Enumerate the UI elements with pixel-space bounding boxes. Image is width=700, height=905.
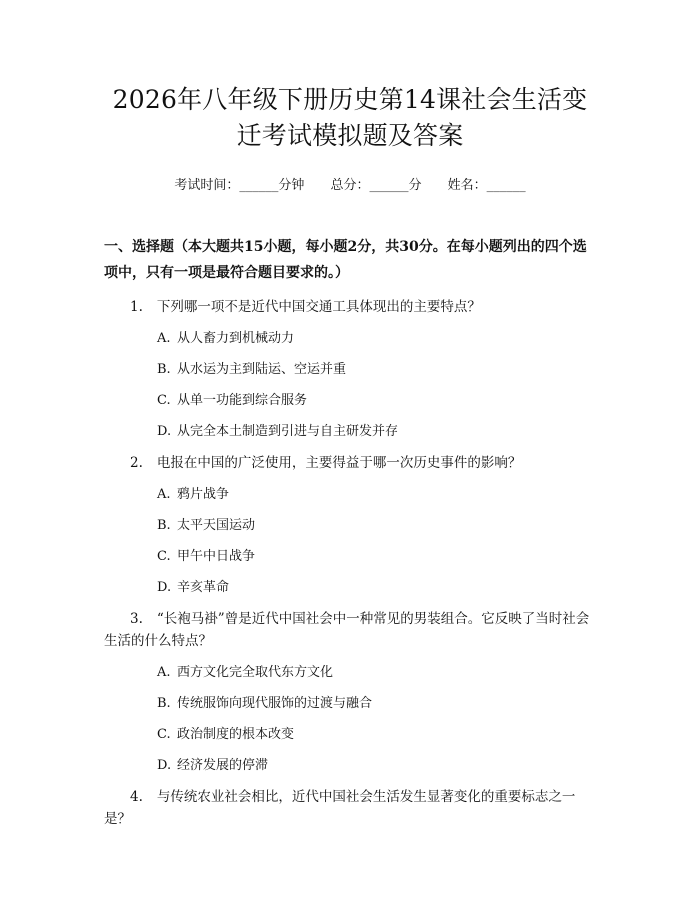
total-score-label: 总分： <box>330 178 370 193</box>
option-text: 甲午中日战争 <box>177 549 256 564</box>
student-name-field <box>448 178 526 193</box>
option-text: 传统服饰向现代服饰的过渡与融合 <box>177 696 373 711</box>
question-2 <box>104 452 596 474</box>
total-score-field <box>330 178 421 193</box>
question-text: 电报在中国的广泛使用，主要得益于哪一次历史事件的影响？ <box>156 455 522 471</box>
title-line-1: 2026年八年级下册历史第14课社会生活变 <box>112 85 588 114</box>
option-text: 政治制度的根本改变 <box>177 727 295 742</box>
option-3b <box>157 694 596 714</box>
question-3 <box>104 608 596 652</box>
option-1a <box>157 329 596 349</box>
option-letter: C. <box>157 393 171 408</box>
question-1 <box>104 296 596 318</box>
option-2b <box>157 516 596 536</box>
option-text: 鸦片战争 <box>177 487 230 502</box>
option-text: 从水运为主到陆运、空运并重 <box>177 362 347 377</box>
option-letter: A. <box>157 331 171 346</box>
question-4 <box>104 786 596 830</box>
option-letter: C. <box>157 727 171 742</box>
question-number: 3. <box>130 611 143 627</box>
option-1c <box>157 391 596 411</box>
option-2d <box>157 578 596 598</box>
option-letter: B. <box>157 518 171 533</box>
option-text: 从完全本土制造到引进与自主研发并存 <box>177 424 399 439</box>
question-number: 1. <box>130 299 143 315</box>
option-letter: B. <box>157 362 171 377</box>
option-text: 从单一功能到综合服务 <box>177 393 308 408</box>
option-letter: D. <box>157 580 172 595</box>
option-text: 太平天国运动 <box>177 518 256 533</box>
option-letter: C. <box>157 549 171 564</box>
option-text: 西方文化完全取代东方文化 <box>177 665 334 680</box>
section-heading-choice: 一、选择题（本大题共15小题，每小题2分，共30分。在每小题列出的四个选项中，只有一项是最符合题目要求的。） <box>104 239 587 281</box>
option-letter: D. <box>157 758 172 773</box>
option-3c <box>157 725 596 745</box>
option-2a <box>157 485 596 505</box>
exam-time-blank: ______ <box>239 178 279 193</box>
total-score-blank: ______ <box>369 178 409 193</box>
student-name-blank: ______ <box>486 178 526 193</box>
exam-time-label: 考试时间： <box>174 178 240 193</box>
option-letter: A. <box>157 487 171 502</box>
option-text: 经济发展的停滞 <box>177 758 269 773</box>
option-letter: B. <box>157 696 171 711</box>
exam-info-line <box>104 177 596 195</box>
student-name-label: 姓名： <box>447 178 487 193</box>
question-text: 与传统农业社会相比，近代中国社会生活发生显著变化的重要标志之一是？ <box>104 789 576 827</box>
title-line-2: 迁考试模拟题及答案 <box>236 121 464 150</box>
option-text: 从人畜力到机械动力 <box>177 331 295 346</box>
total-score-unit: 分 <box>408 178 422 193</box>
question-text: “长袍马褂”曾是近代中国社会中一种常见的男装组合。它反映了当时社会生活的什么特点？ <box>104 611 590 649</box>
option-1d <box>157 422 596 442</box>
document-title <box>104 82 596 154</box>
exam-time-unit: 分钟 <box>278 178 305 193</box>
option-3d <box>157 756 596 776</box>
exam-time-field <box>174 178 304 193</box>
question-number: 4. <box>130 789 143 805</box>
option-letter: A. <box>157 665 171 680</box>
question-number: 2. <box>130 455 143 471</box>
option-1b <box>157 360 596 380</box>
option-text: 辛亥革命 <box>177 580 230 595</box>
option-letter: D. <box>157 424 172 439</box>
question-text: 下列哪一项不是近代中国交通工具体现出的主要特点？ <box>156 299 481 315</box>
option-3a <box>157 663 596 683</box>
option-2c <box>157 547 596 567</box>
